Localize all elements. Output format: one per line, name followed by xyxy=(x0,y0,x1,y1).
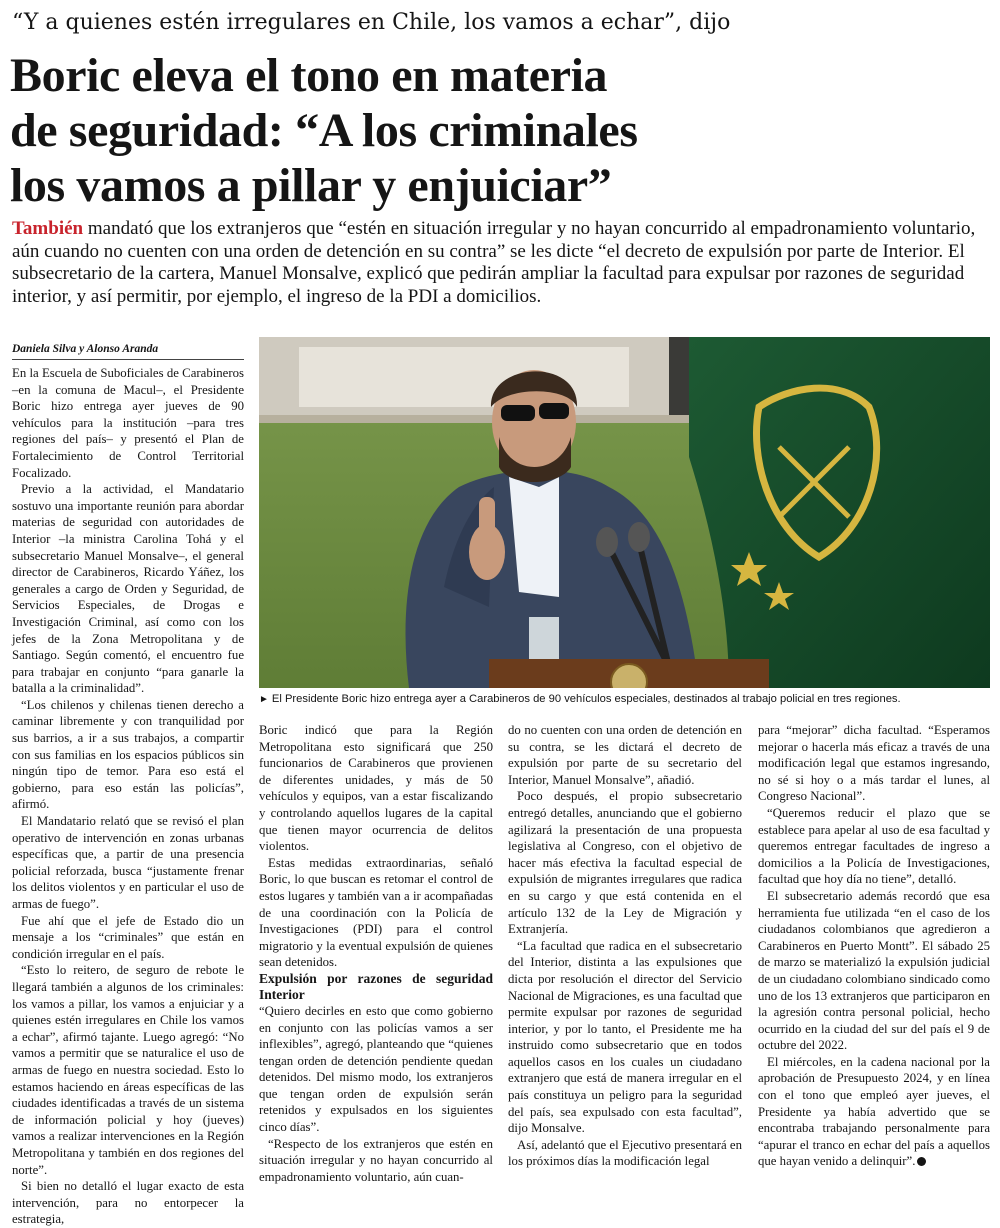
paragraph: Fue ahí que el jefe de Estado dio un mensaje a los “criminales” que están en condición irregular en el país. xyxy=(12,913,244,961)
paragraph: Si bien no detalló el lugar exacto de esta intervención, para no entorpecer la estrategia, xyxy=(12,1179,244,1227)
headline-line: Boric eleva el tono en materia xyxy=(10,49,608,102)
paragraph: “La facultad que radica en el subsecretario del Interior, distinta a las expulsiones que dicta por resolución el director del Servicio Nacional de Migraciones, es una facultad que permite expulsar por razones de seguridad interior, y por lo tanto, el Presidente me ha instruido como subsecretario que en todos aquellos casos en los cuales un ciudadano extranjero que está de manera irregular en el país constituya un peligro para la seguridad del país, sea expulsado con esta facultad”, dijo Monsalve. xyxy=(508,938,742,1136)
paragraph: do no cuenten con una orden de detención en su contra, se les dictará el decreto de expulsión por parte de su secretario del Interior, Manuel Monsalve”, añadió. xyxy=(508,723,742,787)
paragraph: Poco después, el propio subsecretario entregó detalles, anunciando que el gobierno agilizará la presentación de una propuesta legislativa al Congreso, con el objetivo de hacer más efectiva la facultad especial de expulsión de migrantes irregulares que radica en su cargo y que está contenida en el artículo 132 de la Ley de Migración y Extranjería. xyxy=(508,789,742,937)
paragraph xyxy=(758,1054,990,1170)
paragraph: “Los chilenos y chilenas tienen derecho a caminar libremente y con tranquilidad por sus barrios, a ir a sus trabajos, a compartir con sus familias en los espacios públicos sin ningún tipo de temor. Para eso está el gobierno, para eso están las policías”, afirmó. xyxy=(12,697,244,812)
photo-caption xyxy=(259,692,990,707)
caption-marker-icon: ► xyxy=(259,694,269,705)
news-photo xyxy=(259,337,990,688)
headline-line: los vamos a pillar y enjuiciar” xyxy=(10,159,612,212)
paragraph: El subsecretario además recordó que esa herramienta fue utilizada “en el caso de los ciudadanos colombianos que agredieron a Carabineros en Puerto Montt”. El sábado 25 de marzo se materializó la expulsión judicial de un ciudadano colombiano sindicado como uno de los 13 extranjeros que participaron en la agresión contra personal policial, hecho ocurrido en la ciudad del sur del país el 9 de octubre del 2022. xyxy=(758,888,990,1053)
paragraph: “Esto lo reitero, de seguro de rebote le llegará también a algunos de los criminales: los vamos a pillar, los vamos a enjuiciar y a quienes estén irregulares en Chile los vamos a echar”, afirmó tajante. Luego agregó: “No vamos a permitir que se naturalice el uso de armas de fuego en nuestra sociedad. Esto lo estamos haciendo en áreas específicas de las ciudades identificadas a través de un sistema de información policial y hoy (jueves) vamos a realizar intervenciones en la Región Metropolitana y también en dos regiones del norte”. xyxy=(12,963,244,1177)
article-column-2 xyxy=(259,722,493,1185)
article-column-4 xyxy=(758,722,990,1170)
lede xyxy=(12,218,988,308)
paragraph: Boric indicó que para la Región Metropolitana esto significará que 250 funcionarios de Carabineros que provienen de diferentes unidades, y más de 50 vehículos y equipos, van a estar fiscalizando y controlando aquellos lugares de la capital que tienen mayor ocurrencia de delitos violentos. xyxy=(259,723,493,854)
section-subhead: Expulsión por razones de seguridad Interior xyxy=(259,970,493,1002)
byline: Daniela Silva y Alonso Aranda xyxy=(12,341,244,360)
paragraph: En la Escuela de Suboficiales de Carabineros –en la comuna de Macul–, el Presidente Boric hizo entrega ayer jueves de 90 vehículos para la institución –para tres regiones del país– y presentó el Plan de Fortalecimiento de Control Territorial Focalizado. xyxy=(12,366,244,480)
paragraph: “Respecto de los extranjeros que estén en situación irregular y no hayan concurrido al empadronamiento voluntario, aún cuan- xyxy=(259,1136,493,1184)
lede-text: mandató que los extranjeros que “estén en situación irregular y no hayan concurrido al empadronamiento voluntario, aún cuando no cuenten con una orden de detención en su contra” se les dicte “el decreto de expulsión por parte de Interior. El subsecretario de la cartera, Manuel Monsalve, explicó que pedirán ampliar la facultad para expulsar por razones de seguridad interior, y así permitir, por ejemplo, el ingreso de la PDI a domicilios. xyxy=(12,218,976,307)
photo-illustration xyxy=(259,337,990,688)
paragraph: Previo a la actividad, el Mandatario sostuvo una importante reunión para abordar materias de seguridad con autoridades de Interior –la ministra Carolina Tohá y el subsecretario Manuel Monsalve–, el general director de Carabineros, Ricardo Yáñez, los generales a cargo de Orden y Seguridad, de Servicios Especiales, de Drogas e Investigación Criminal, así como con los jefes de la Zona Metropolitana y de Santiago. Según comentó, el encuentro fue para trabajar en conjunto “para ganarle la batalla a la criminalidad”. xyxy=(12,482,244,696)
paragraph-text: El miércoles, en la cadena nacional por la aprobación de Presupuesto 2024, y en línea con el tono que empleó ayer jueves, el Presidente ya había advertido que se encontraba trabajando personalmente para “apurar el tranco en echar del país a aquellos que hayan venido a delinquir”. xyxy=(758,1054,990,1169)
paragraph: para “mejorar” dicha facultad. “Esperamos mejorar o hacerla más eficaz a través de una modificación legal que estamos ingresando, no sé si hoy o a más tardar el lunes, al Congreso Nacional”. xyxy=(758,723,990,804)
paragraph: “Queremos reducir el plazo que se establece para apelar al uso de esa facultad y queremos entregar facultades de ingreso a domicilios a la Policía de Investigaciones, facultad que hoy día no tiene”, detalló. xyxy=(758,805,990,887)
paragraph: El Mandatario relató que se revisó el plan operativo de intervención en zonas urbanas específicas que, a partir de una presencia policial reforzada, busca “justamente frenar los delitos violentos y en particular el uso de armas de fuego”. xyxy=(12,814,244,911)
lede-lead-word: También xyxy=(12,218,84,239)
kicker: “Y a quienes estén irregulares en Chile, los vamos a echar”, dijo xyxy=(12,10,731,35)
caption-text: El Presidente Boric hizo entrega ayer a Carabineros de 90 vehículos especiales, destinados al trabajo policial en tres regiones. xyxy=(271,693,901,705)
end-of-article-icon xyxy=(917,1157,926,1166)
paragraph: “Quiero decirles en esto que como gobierno en conjunto con las policías vamos a ser inflexibles”, agregó, planteando que “quienes tengan orden de detención pendiente quedan detenidos. Del mismo modo, los extranjeros que tengan orden de expulsión serán retenidos y expulsados en los siguientes cinco días”. xyxy=(259,1003,493,1135)
paragraph: Estas medidas extraordinarias, señaló Boric, lo que buscan es retomar el control de estos lugares y también van a ir acompañadas de una coordinación con la Policía de Investigaciones (PDI) para el control migratorio y la eventual expulsión de quienes sean detenidos. xyxy=(259,855,493,970)
article-column-3 xyxy=(508,722,742,1170)
paragraph: Así, adelantó que el Ejecutivo presentará en los próximos días la modificación legal xyxy=(508,1137,742,1169)
headline-line: de seguridad: “A los criminales xyxy=(10,104,638,157)
article-column-1 xyxy=(12,365,244,1228)
headline xyxy=(10,48,638,213)
